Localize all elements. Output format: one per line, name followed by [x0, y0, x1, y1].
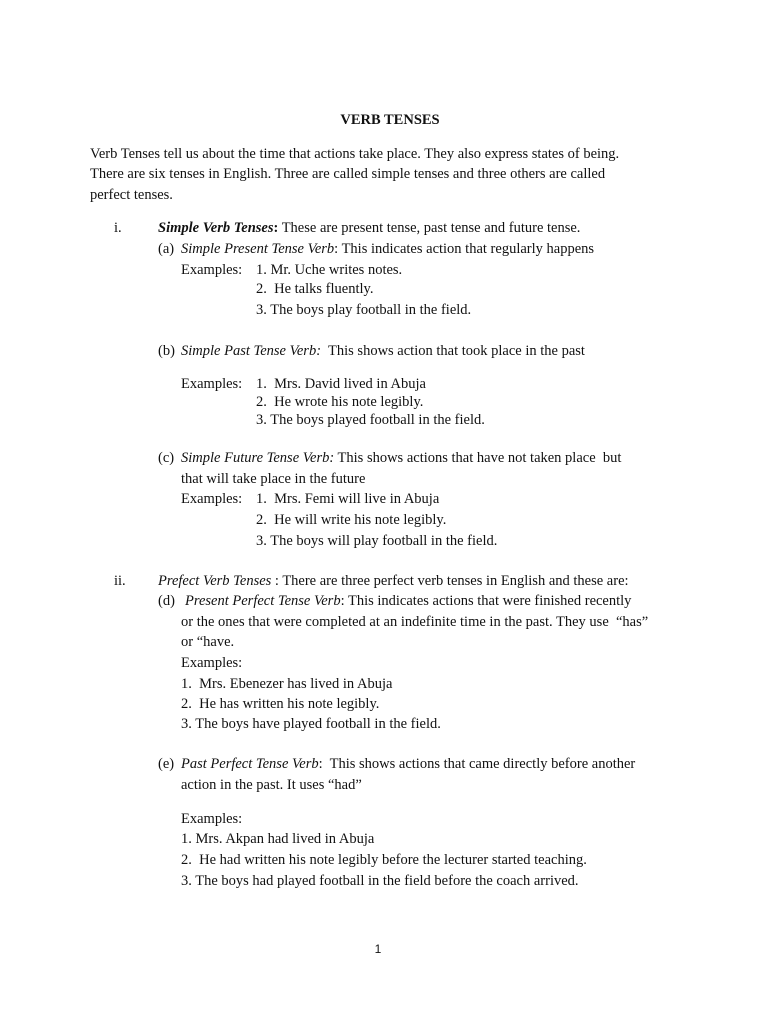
section-2-heading-line	[158, 572, 629, 590]
item-b-name: Simple Past Tense Verb:	[181, 343, 322, 359]
item-e-desc: : This shows actions that came directly before another	[318, 756, 636, 772]
intro-line-1: Verb Tenses tell us about the time that actions take place. They also express states of being.	[90, 146, 620, 162]
item-c-example-3: 3. The boys will play football in the field.	[256, 533, 498, 549]
item-c-examples-label: Examples:	[181, 491, 243, 507]
item-a-line	[181, 240, 594, 258]
section-1-heading: Simple Verb Tenses	[158, 220, 274, 236]
item-b-label: (b)	[158, 343, 175, 359]
item-c-name: Simple Future Tense Verb:	[181, 450, 335, 466]
item-d-example-3: 3. The boys have played football in the field.	[181, 716, 441, 732]
item-d-name: Present Perfect Tense Verb	[185, 593, 341, 609]
item-e-example-3: 3. The boys had played football in the field before the coach arrived.	[181, 873, 579, 889]
item-d-examples-label: Examples:	[181, 655, 243, 671]
item-e-examples-label: Examples:	[181, 811, 243, 827]
item-d-example-2: 2. He has written his note legibly.	[181, 696, 380, 712]
item-c-line	[181, 449, 621, 467]
item-a-examples-label: Examples:	[181, 262, 243, 278]
item-e-example-1: 1. Mrs. Akpan had lived in Abuja	[181, 831, 375, 847]
page-number: 1	[374, 942, 382, 956]
item-d-label: (d)	[158, 593, 175, 609]
item-b-examples-label: Examples:	[181, 376, 243, 392]
item-a-example-1: 1. Mr. Uche writes notes.	[256, 262, 403, 278]
item-b-line	[181, 342, 585, 360]
item-d-example-1: 1. Mrs. Ebenezer has lived in Abuja	[181, 676, 393, 692]
item-c-desc: This shows actions that have not taken place but	[334, 450, 622, 466]
item-e-line	[181, 755, 635, 773]
item-c-label: (c)	[158, 450, 175, 466]
item-c-example-1: 1. Mrs. Femi will live in Abuja	[256, 491, 440, 507]
section-2-number: ii.	[114, 573, 126, 589]
item-b-desc: This shows action that took place in the past	[321, 343, 585, 359]
item-b-example-2: 2. He wrote his note legibly.	[256, 394, 424, 410]
item-d-desc: : This indicates actions that were finished recently	[340, 593, 632, 609]
item-a-example-3: 3. The boys play football in the field.	[256, 302, 472, 318]
item-e-example-2: 2. He had written his note legibly before the lecturer started teaching.	[181, 852, 587, 868]
item-e-desc-2: action in the past. It uses “had”	[181, 777, 362, 793]
section-1-text: These are present tense, past tense and future tense.	[278, 220, 581, 236]
page-title: VERB TENSES	[340, 112, 440, 128]
item-c-example-2: 2. He will write his note legibly.	[256, 512, 447, 528]
intro-line-3: perfect tenses.	[90, 187, 173, 203]
section-1-heading-line	[158, 219, 580, 237]
item-b-example-3: 3. The boys played football in the field.	[256, 412, 485, 428]
item-d-line	[185, 592, 631, 610]
item-e-name: Past Perfect Tense Verb	[181, 756, 319, 772]
item-b-example-1: 1. Mrs. David lived in Abuja	[256, 376, 426, 392]
item-d-line-3: or “have.	[181, 634, 235, 650]
section-2-text: : There are three perfect verb tenses in English and these are:	[271, 573, 629, 589]
item-a-example-2: 2. He talks fluently.	[256, 281, 374, 297]
item-a-name: Simple Present Tense Verb	[181, 241, 335, 257]
intro-line-2: There are six tenses in English. Three are called simple tenses and three others are called	[90, 166, 606, 182]
section-2-heading: Prefect Verb Tenses	[158, 573, 272, 589]
item-e-label: (e)	[158, 756, 175, 772]
section-1-colon: :	[273, 220, 279, 236]
item-c-desc-2: that will take place in the future	[181, 471, 366, 487]
section-1-number: i.	[114, 220, 122, 236]
item-a-label: (a)	[158, 241, 175, 257]
item-d-line-2: or the ones that were completed at an indefinite time in the past. They use “has”	[181, 614, 649, 630]
item-a-desc: : This indicates action that regularly happens	[334, 241, 595, 257]
